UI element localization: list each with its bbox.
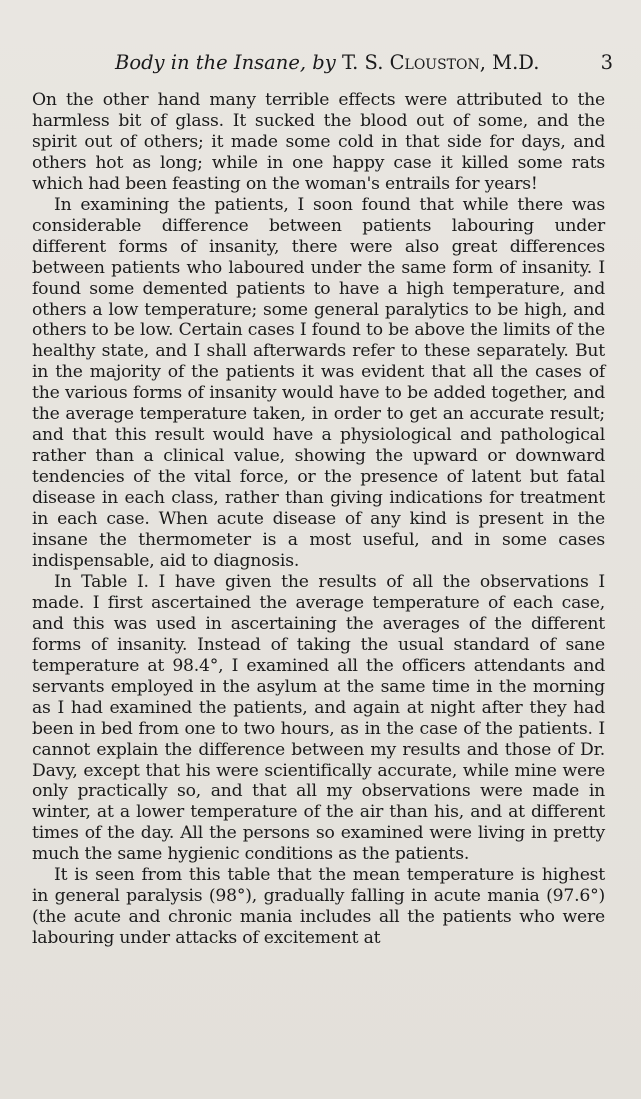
running-head-title-text: Body in the Insane, by	[115, 51, 336, 74]
running-head	[60, 49, 613, 77]
running-head-author: T. S. Clouston, M.D.	[342, 51, 540, 74]
paragraph-4: It is seen from this table that the mean temperature is highest in general paralysis (98°), gradually falling in acute mania (97.6°) (the acute and chronic mania includes all the patients who were labouring under attacks of excitement at	[32, 865, 605, 949]
paragraph-1: On the other hand many terrible effects were attributed to the harmless bit of glass. It sucked the blood out of some, and the spirit out of others; it made some cold in that side for days, and others hot as long; while in one happy case it killed some rats which had been feasting on the woman's entrails for years!	[32, 90, 605, 194]
body-text	[32, 90, 605, 949]
paragraph-2: In examining the patients, I soon found that while there was considerable difference between patients labouring under different forms of insanity, there were also great differences between patients who laboured under the same form of insanity. I found some demented patients to have a high temperature, and others a low temperature; some general paralytics to be high, and others to be low. Certain cases I found to be above the limits of the healthy state, and I shall afterwards refer to these separately. But in the majority of the patients it was evident that all the cases of the various forms of insanity would have to be added together, and the average temperature taken, in order to get an accurate result; and that this result would have a physiological and pathological rather than a clinical value, showing the upward or downward tendencies of the vital force, or the presence of latent but fatal disease in each class, rather than giving indications for treatment in each case. When acute disease of any kind is present in the insane the thermometer is a most useful, and in some cases indispensable, aid to diagnosis.	[32, 194, 605, 571]
running-head-title	[115, 49, 539, 77]
paragraph-3: In Table I. I have given the results of all the observations I made. I first ascertained the average temperature of each case, and this was used in ascertaining the averages of the different forms of insanity. Instead of taking the usual standard of sane temperature at 98.4°, I examined all the officers attendants and servants employed in the asylum at the same time in the morning as I had examined the patients, and again at night after they had been in bed from one to two hours, as in the case of the patients. I cannot explain the difference between my results and those of Dr. Davy, except that his were scientifically accurate, while mine were only practically so, and that all my observations were made in winter, at a lower temperature of the air than his, and at different times of the day. All the persons so examined were living in pretty much the same hygienic conditions as the patients.	[32, 571, 605, 865]
page-number: 3	[600, 51, 613, 74]
